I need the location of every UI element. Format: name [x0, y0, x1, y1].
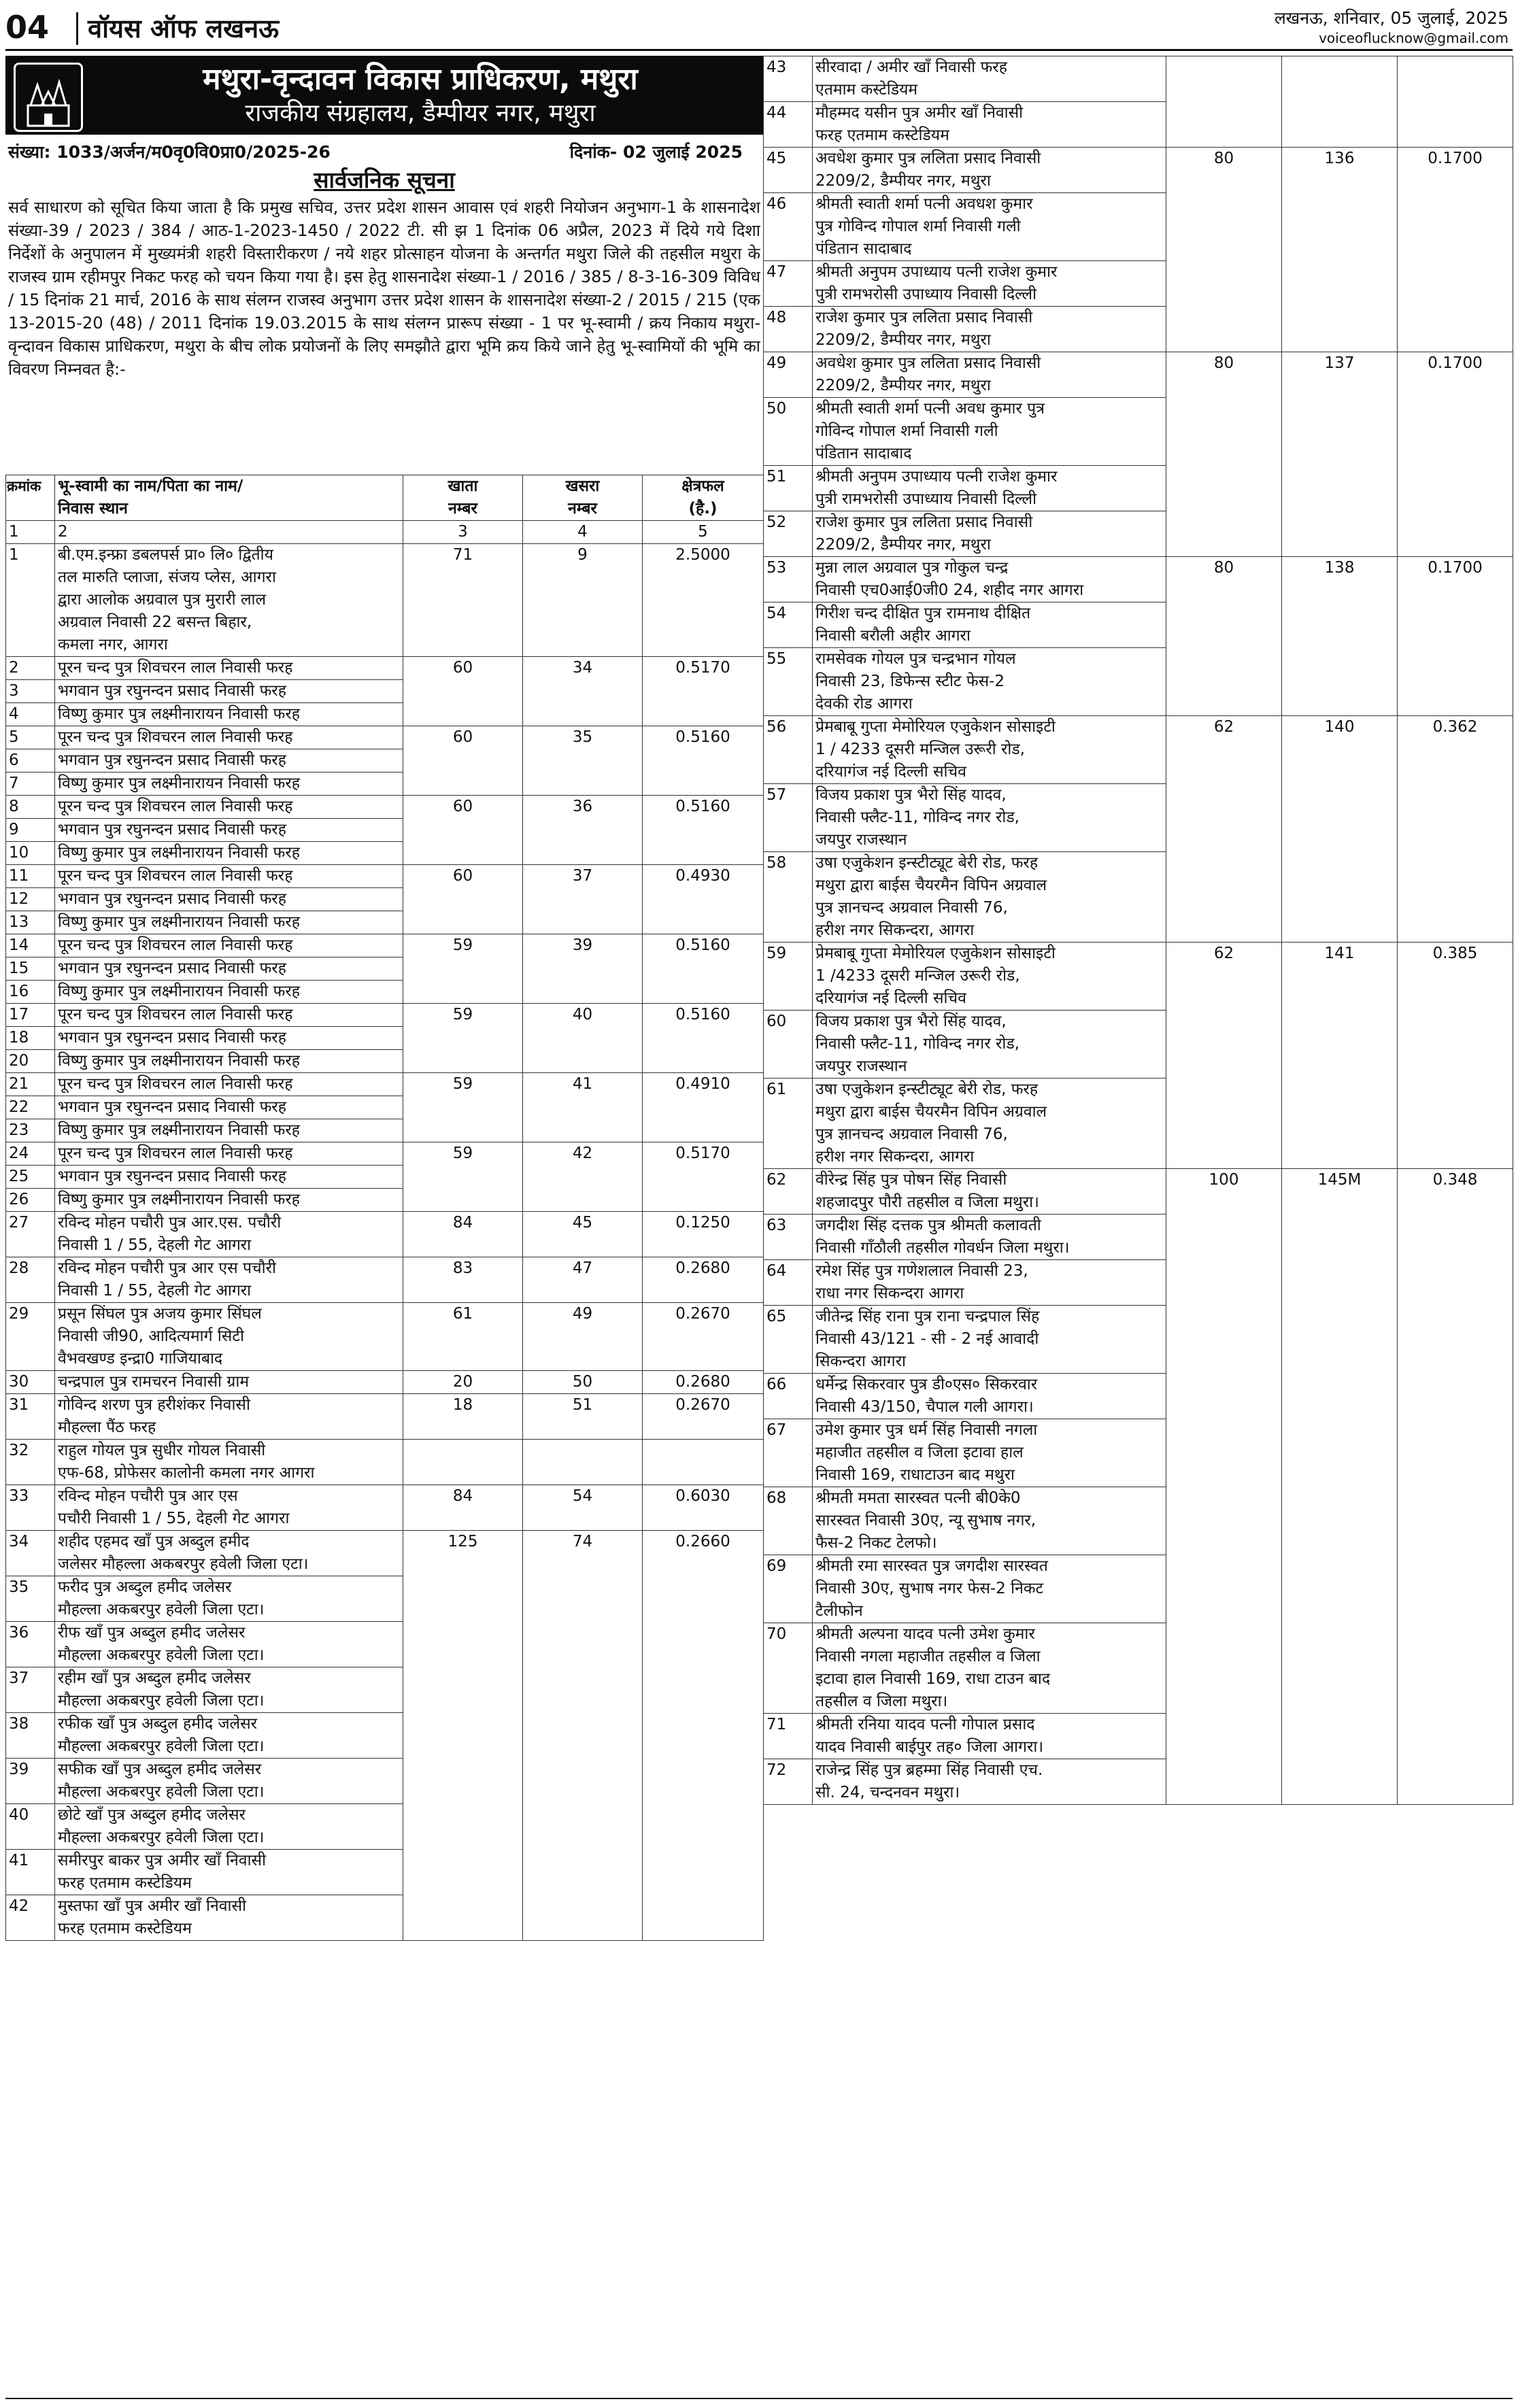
- area-cell: 0.2670: [643, 1303, 764, 1371]
- owner-cell: पूरन चन्द पुत्र शिवचरन लाल निवासी फरह: [55, 796, 403, 819]
- owner-cell: भगवान पुत्र रघुनन्दन प्रसाद निवासी फरह: [55, 888, 403, 911]
- table-row: [6, 1303, 764, 1371]
- serial-cell: 49: [764, 352, 813, 398]
- owner-cell: भगवान पुत्र रघुनन्दन प्रसाद निवासी फरह: [55, 1027, 403, 1050]
- serial-cell: 32: [6, 1440, 55, 1485]
- khata-cell: 62: [1166, 943, 1282, 1169]
- khata-cell: 60: [403, 865, 523, 934]
- left-column: [5, 56, 763, 1941]
- serial-cell: 45: [764, 148, 813, 193]
- owner-cell: श्रीमती स्वाती शर्मा पत्नी अवध कुमार पुत्र गोविन्द गोपाल शर्मा निवासी गली पंडितान सादाबाद: [813, 398, 1166, 466]
- serial-cell: 43: [764, 56, 813, 102]
- owner-cell: रमेश सिंह पुत्र गणेशलाल निवासी 23, राधा नगर सिकन्दरा आगरा: [813, 1260, 1166, 1306]
- owner-cell: रामसेवक गोयल पुत्र चन्द्रभान गोयल निवासी 23, डिफेन्स स्टीट फेस-2 देवकी रोड आगरा: [813, 648, 1166, 716]
- serial-cell: 24: [6, 1142, 55, 1166]
- owner-cell: गोविन्द शरण पुत्र हरीशंकर निवासी मौहल्ला पैंठ फरह: [55, 1394, 403, 1440]
- khasra-cell: 49: [523, 1303, 643, 1371]
- khasra-cell: 36: [523, 796, 643, 865]
- khasra-cell: 51: [523, 1394, 643, 1440]
- colnum-area: 5: [643, 521, 764, 544]
- owner-cell: उषा एजुकेशन इन्स्टीट्यूट बेरी रोड, फरह मथुरा द्वारा बाईस चैयरमैन विपिन अग्रवाल पुत्र ज्ञानचन्द अग्रवाल निवासी 76, हरीश नगर सिकन्दरा, आगरा: [813, 1079, 1166, 1169]
- table-row: [6, 1212, 764, 1257]
- area-cell: 0.5160: [643, 796, 764, 865]
- owner-cell: रहीम खाँ पुत्र अब्दुल हमीद जलेसर मौहल्ला अकबरपुर हवेली जिला एटा।: [55, 1667, 403, 1713]
- khasra-cell: 74: [523, 1531, 643, 1941]
- notice-body: सर्व साधारण को सूचित किया जाता है कि प्रमुख सचिव, उत्तर प्रदेश शासन आवास एवं शहरी नियोजन अनुभाग-1 के शासनादेश संख्या-39 / 2023 / 384 / आठ-1-2023-1450 / 2022 टी. सी झ 1 दिनांक 06 अप्रैल, 2023 में दिये गये दिशा निर्देशों के अनुपालन में मुख्यमंत्री शहरी विस्तारीकरण / नये शहर प्रोत्साहन योजना के अन्तर्गत मथुरा जिले की तहसील मथुरा के राजस्व ग्राम रहीमपुर निकट फरह को चयन किया गया है। इस हेतु शासनादेश संख्या-1 / 2016 / 385 / 8-3-16-309 विविध / 15 दिनांक 21 मार्च, 2016 के साथ संलग्न राजस्व अनुभाग उत्तर प्रदेश शासन के शासनादेश संख्या-2 / 2015 / 215 (एक 13-2015-20 (48) / 2011 दिनांक 19.03.2015 के साथ संलग्न प्रारूप संख्या - 1 पर भू-स्वामी / क्रय निकाय मथुरा-वृन्दावन विकास प्राधिकरण, मथुरा के बीच लोक प्रयोजनों के लिए समझौते द्वारा भूमि क्रय किये जाने हेतु भू-स्वामियों की भूमि का विवरण निम्नवत है:-: [8, 198, 760, 379]
- serial-cell: 46: [764, 193, 813, 261]
- khata-cell: 84: [403, 1485, 523, 1531]
- owner-cell: भगवान पुत्र रघुनन्दन प्रसाद निवासी फरह: [55, 680, 403, 703]
- serial-cell: 28: [6, 1257, 55, 1303]
- area-cell: 0.1250: [643, 1212, 764, 1257]
- serial-cell: 1: [6, 544, 55, 657]
- serial-cell: 15: [6, 957, 55, 981]
- owner-cell: मौहम्मद यसीन पुत्र अमीर खाँ निवासी फरह एतमाम कस्टेडियम: [813, 102, 1166, 148]
- serial-cell: 58: [764, 852, 813, 943]
- khata-cell: 62: [1166, 716, 1282, 943]
- khata-cell: 59: [403, 1142, 523, 1212]
- serial-cell: 37: [6, 1667, 55, 1713]
- table-row: [6, 1371, 764, 1394]
- serial-cell: 13: [6, 911, 55, 934]
- serial-cell: 7: [6, 773, 55, 796]
- serial-cell: 31: [6, 1394, 55, 1440]
- serial-cell: 26: [6, 1189, 55, 1212]
- serial-cell: 10: [6, 842, 55, 865]
- colnum-khata: 3: [403, 521, 523, 544]
- table-row: [6, 657, 764, 680]
- khata-cell: 84: [403, 1212, 523, 1257]
- area-cell: 0.1700: [1398, 148, 1513, 352]
- serial-cell: 30: [6, 1371, 55, 1394]
- khasra-cell: 140: [1282, 716, 1398, 943]
- owner-cell: मुस्तफा खाँ पुत्र अमीर खाँ निवासी फरह एतमाम कस्टेडियम: [55, 1895, 403, 1941]
- area-cell: 0.6030: [643, 1485, 764, 1531]
- reference-number: संख्या: 1033/अर्जन/म0वृ0वि0प्रा0/2025-26: [8, 142, 331, 162]
- notice-banner: [5, 56, 763, 135]
- khata-cell: 80: [1166, 352, 1282, 557]
- khata-cell: 71: [403, 544, 523, 657]
- area-cell: 0.5170: [643, 1142, 764, 1212]
- area-cell: 0.2670: [643, 1394, 764, 1440]
- owner-cell: विष्णु कुमार पुत्र लक्ष्मीनारायन निवासी फरह: [55, 703, 403, 726]
- khata-cell: [1166, 56, 1282, 148]
- owner-cell: पूरन चन्द पुत्र शिवचरन लाल निवासी फरह: [55, 657, 403, 680]
- serial-cell: 33: [6, 1485, 55, 1531]
- serial-cell: 17: [6, 1004, 55, 1027]
- owner-cell: प्रेमबाबू गुप्ता मेमोरियल एजुकेशन सोसाइटी 1 /4233 दूसरी मन्जिल उरूरी रोड, दरियागंज नई दिल्ली सचिव: [813, 943, 1166, 1011]
- serial-cell: 23: [6, 1119, 55, 1142]
- area-cell: 0.2680: [643, 1257, 764, 1303]
- khasra-cell: 138: [1282, 557, 1398, 716]
- khasra-cell: 54: [523, 1485, 643, 1531]
- khasra-cell: 47: [523, 1257, 643, 1303]
- header-serial: क्रमांक: [6, 475, 55, 521]
- owner-cell: उमेश कुमार पुत्र धर्म सिंह निवासी नगला महाजीत तहसील व जिला इटावा हाल निवासी 169, राधाटाउन बाद मथुरा: [813, 1419, 1166, 1487]
- khata-cell: [403, 1440, 523, 1485]
- serial-cell: 9: [6, 819, 55, 842]
- authority-logo-icon: [14, 63, 83, 132]
- owner-cell: राजेश कुमार पुत्र ललिता प्रसाद निवासी 2209/2, डैम्पीयर नगर, मथुरा: [813, 307, 1166, 352]
- owner-cell: विष्णु कुमार पुत्र लक्ष्मीनारायन निवासी फरह: [55, 842, 403, 865]
- owner-cell: भगवान पुत्र रघुनन्दन प्रसाद निवासी फरह: [55, 1096, 403, 1119]
- serial-cell: 56: [764, 716, 813, 784]
- serial-cell: 67: [764, 1419, 813, 1487]
- khata-cell: 60: [403, 796, 523, 865]
- table-row: [764, 352, 1513, 398]
- owner-cell: पूरन चन्द पुत्र शिवचरन लाल निवासी फरह: [55, 1073, 403, 1096]
- notice-title: सार्वजनिक सूचना: [314, 167, 455, 193]
- owner-cell: शहीद एहमद खाँ पुत्र अब्दुल हमीद जलेसर मौहल्ला अकबरपुर हवेली जिला एटा।: [55, 1531, 403, 1576]
- owner-cell: विष्णु कुमार पुत्र लक्ष्मीनारायन निवासी फरह: [55, 1050, 403, 1073]
- serial-cell: 8: [6, 796, 55, 819]
- owner-cell: विजय प्रकाश पुत्र भैरो सिंह यादव, निवासी फ्लैट-11, गोविन्द नगर रोड, जयपुर राजस्थान: [813, 1011, 1166, 1079]
- area-cell: 0.5160: [643, 934, 764, 1004]
- owner-cell: श्रीमती ममता सारस्वत पत्नी बी0के0 सारस्वत निवासी 30ए, न्यू सुभाष नगर, फैस-2 निकट टेलफो।: [813, 1487, 1166, 1555]
- owner-cell: राजेश कुमार पुत्र ललिता प्रसाद निवासी 2209/2, डैम्पीयर नगर, मथुरा: [813, 511, 1166, 557]
- area-cell: 0.4910: [643, 1073, 764, 1142]
- owner-cell: फरीद पुत्र अब्दुल हमीद जलेसर मौहल्ला अकबरपुर हवेली जिला एटा।: [55, 1576, 403, 1622]
- serial-cell: 69: [764, 1555, 813, 1623]
- header-area: क्षेत्रफल (है.): [643, 475, 764, 521]
- khata-cell: 83: [403, 1257, 523, 1303]
- area-cell: 0.4930: [643, 865, 764, 934]
- serial-cell: 59: [764, 943, 813, 1011]
- khata-cell: 125: [403, 1531, 523, 1941]
- table-row: [6, 1531, 764, 1576]
- table-row: [764, 943, 1513, 1011]
- serial-cell: 57: [764, 784, 813, 852]
- serial-cell: 22: [6, 1096, 55, 1119]
- serial-cell: 50: [764, 398, 813, 466]
- table-row: [6, 796, 764, 819]
- khata-cell: 59: [403, 1004, 523, 1073]
- owner-cell: विष्णु कुमार पुत्र लक्ष्मीनारायन निवासी फरह: [55, 911, 403, 934]
- khasra-cell: 42: [523, 1142, 643, 1212]
- khasra-cell: 41: [523, 1073, 643, 1142]
- serial-cell: 70: [764, 1623, 813, 1714]
- khasra-cell: 45: [523, 1212, 643, 1257]
- owner-cell: जीतेन्द्र सिंह राना पुत्र राना चन्द्रपाल सिंह निवासी 43/121 - सी - 2 नई आवादी सिकन्दरा आगरा: [813, 1306, 1166, 1374]
- table-row: [764, 1169, 1513, 1215]
- khata-cell: 60: [403, 657, 523, 726]
- header-owner: भू-स्वामी का नाम/पिता का नाम/ निवास स्थान: [55, 475, 403, 521]
- serial-cell: 4: [6, 703, 55, 726]
- right-column: [763, 56, 1513, 1805]
- owner-cell: श्रीमती रमा सारस्वत पुत्र जगदीश सारस्वत निवासी 30ए, सुभाष नगर फेस-2 निकट टैलीफोन: [813, 1555, 1166, 1623]
- table-header-row: [6, 475, 764, 521]
- khata-cell: 100: [1166, 1169, 1282, 1805]
- serial-cell: 40: [6, 1804, 55, 1850]
- serial-cell: 6: [6, 749, 55, 773]
- owner-cell: वीरेन्द्र सिंह पुत्र पोषन सिंह निवासी शहजादपुर पौरी तहसील व जिला मथुरा।: [813, 1169, 1166, 1215]
- serial-cell: 47: [764, 261, 813, 307]
- serial-cell: 68: [764, 1487, 813, 1555]
- owner-cell: विष्णु कुमार पुत्र लक्ष्मीनारायन निवासी फरह: [55, 1119, 403, 1142]
- serial-cell: 42: [6, 1895, 55, 1941]
- owner-cell: विजय प्रकाश पुत्र भैरो सिंह यादव, निवासी फ्लैट-11, गोविन्द नगर रोड, जयपुर राजस्थान: [813, 784, 1166, 852]
- colnum-khasra: 4: [523, 521, 643, 544]
- serial-cell: 3: [6, 680, 55, 703]
- khata-cell: 18: [403, 1394, 523, 1440]
- serial-cell: 27: [6, 1212, 55, 1257]
- owner-cell: भगवान पुत्र रघुनन्दन प्रसाद निवासी फरह: [55, 819, 403, 842]
- owner-cell: अवधेश कुमार पुत्र ललिता प्रसाद निवासी 2209/2, डैम्पीयर नगर, मथुरा: [813, 352, 1166, 398]
- serial-cell: 64: [764, 1260, 813, 1306]
- owner-cell: प्रेमबाबू गुप्ता मेमोरियल एजुकेशन सोसाइटी 1 / 4233 दूसरी मन्जिल उरूरी रोड, दरियागंज नई दिल्ली सचिव: [813, 716, 1166, 784]
- table-row: [6, 544, 764, 657]
- khasra-cell: 37: [523, 865, 643, 934]
- owner-cell: श्रीमती अनुपम उपाध्याय पत्नी राजेश कुमार पुत्री रामभरोसी उपाध्याय निवासी दिल्ली: [813, 261, 1166, 307]
- authority-name: मथुरा-वृन्दावन विकास प्राधिकरण, मथुरा: [203, 62, 638, 97]
- serial-cell: 63: [764, 1215, 813, 1260]
- khasra-cell: 40: [523, 1004, 643, 1073]
- khasra-cell: 35: [523, 726, 643, 796]
- serial-cell: 14: [6, 934, 55, 957]
- reference-line: [5, 135, 763, 165]
- area-cell: 0.362: [1398, 716, 1513, 943]
- header-khata: खाता नम्बर: [403, 475, 523, 521]
- serial-cell: 41: [6, 1850, 55, 1895]
- serial-cell: 52: [764, 511, 813, 557]
- khata-cell: 80: [1166, 148, 1282, 352]
- owner-cell: अवधेश कुमार पुत्र ललिता प्रसाद निवासी 2209/2, डैम्पीयर नगर, मथुरा: [813, 148, 1166, 193]
- table-row: [764, 716, 1513, 784]
- issue-date: लखनऊ, शनिवार, 05 जुलाई, 2025: [1274, 8, 1508, 28]
- khasra-cell: 136: [1282, 148, 1398, 352]
- serial-cell: 18: [6, 1027, 55, 1050]
- owner-cell: सफीक खाँ पुत्र अब्दुल हमीद जलेसर मौहल्ला अकबरपुर हवेली जिला एटा।: [55, 1759, 403, 1804]
- area-cell: 0.1700: [1398, 557, 1513, 716]
- owner-cell: बी.एम.इन्फ्रा डबलपर्स प्रा० लि० द्वितीय तल मारुति प्लाजा, संजय प्लेस, आगरा द्वारा आलोक अग्रवाल पुत्र मुरारी लाल अग्रवाल निवासी 22 बसन्त बिहार, कमला नगर, आगरा: [55, 544, 403, 657]
- owner-cell: जगदीश सिंह दत्तक पुत्र श्रीमती कलावती निवासी गाँठौली तहसील गोवर्धन जिला मथुरा।: [813, 1215, 1166, 1260]
- serial-cell: 2: [6, 657, 55, 680]
- owner-cell: राजेन्द्र सिंह पुत्र ब्रहम्मा सिंह निवासी एच. सी. 24, चन्दनवन मथुरा।: [813, 1759, 1166, 1805]
- owner-cell: राहुल गोयल पुत्र सुधीर गोयल निवासी एफ-68, प्रोफेसर कालोनी कमला नगर आगरा: [55, 1440, 403, 1485]
- page-number: 04: [5, 9, 50, 46]
- area-cell: 0.385: [1398, 943, 1513, 1169]
- khata-cell: 59: [403, 934, 523, 1004]
- notice-date: दिनांक- 02 जुलाई 2025: [569, 142, 743, 162]
- serial-cell: 44: [764, 102, 813, 148]
- serial-cell: 21: [6, 1073, 55, 1096]
- owner-cell: विष्णु कुमार पुत्र लक्ष्मीनारायन निवासी फरह: [55, 981, 403, 1004]
- khasra-cell: 39: [523, 934, 643, 1004]
- owner-cell: विष्णु कुमार पुत्र लक्ष्मीनारायन निवासी फरह: [55, 1189, 403, 1212]
- area-cell: [643, 1440, 764, 1485]
- area-cell: 0.2660: [643, 1531, 764, 1941]
- serial-cell: 53: [764, 557, 813, 603]
- column-number-row: [6, 521, 764, 544]
- publication-name: वॉयस ऑफ लखनऊ: [76, 12, 279, 45]
- owner-cell: विष्णु कुमार पुत्र लक्ष्मीनारायन निवासी फरह: [55, 773, 403, 796]
- owner-cell: छोटे खाँ पुत्र अब्दुल हमीद जलेसर मौहल्ला अकबरपुर हवेली जिला एटा।: [55, 1804, 403, 1850]
- owner-cell: समीरपुर बाकर पुत्र अमीर खाँ निवासी फरह एतमाम कस्टेडियम: [55, 1850, 403, 1895]
- owner-cell: रविन्द मोहन पचौरी पुत्र आर.एस. पचौरी निवासी 1 / 55, देहली गेट आगरा: [55, 1212, 403, 1257]
- serial-cell: 16: [6, 981, 55, 1004]
- serial-cell: 66: [764, 1374, 813, 1419]
- table-row: [6, 1394, 764, 1440]
- area-cell: 0.5160: [643, 726, 764, 796]
- owner-cell: प्रसून सिंघल पुत्र अजय कुमार सिंघल निवासी जी90, आदित्यमार्ग सिटी वैभवखण्ड इन्द्रा0 गाजियाबाद: [55, 1303, 403, 1371]
- owner-cell: धर्मेन्द्र सिकरवार पुत्र डी०एस० सिकरवार निवासी 43/150, चैपाल गली आगरा।: [813, 1374, 1166, 1419]
- serial-cell: 65: [764, 1306, 813, 1374]
- area-cell: 0.5170: [643, 657, 764, 726]
- khata-cell: 20: [403, 1371, 523, 1394]
- owner-cell: पूरन चन्द पुत्र शिवचरन लाल निवासी फरह: [55, 1004, 403, 1027]
- table-row: [764, 557, 1513, 603]
- serial-cell: 12: [6, 888, 55, 911]
- table-row: [6, 726, 764, 749]
- serial-cell: 11: [6, 865, 55, 888]
- khata-cell: 80: [1166, 557, 1282, 716]
- area-cell: 0.348: [1398, 1169, 1513, 1805]
- masthead: [5, 5, 1513, 51]
- owner-cell: पूरन चन्द पुत्र शिवचरन लाल निवासी फरह: [55, 865, 403, 888]
- khasra-cell: [523, 1440, 643, 1485]
- serial-cell: 48: [764, 307, 813, 352]
- owner-cell: उषा एजुकेशन इन्स्टीट्यूट बेरी रोड, फरह मथुरा द्वारा बाईस चैयरमैन विपिन अग्रवाल पुत्र ज्ञानचन्द अग्रवाल निवासी 76, हरीश नगर सिकन्दरा, आगरा: [813, 852, 1166, 943]
- owner-cell: रफीक खाँ पुत्र अब्दुल हमीद जलेसर मौहल्ला अकबरपुर हवेली जिला एटा।: [55, 1713, 403, 1759]
- serial-cell: 55: [764, 648, 813, 716]
- serial-cell: 71: [764, 1714, 813, 1759]
- table-row: [6, 934, 764, 957]
- owner-cell: भगवान पुत्र रघुनन्दन प्रसाद निवासी फरह: [55, 957, 403, 981]
- serial-cell: 36: [6, 1622, 55, 1667]
- owner-cell: चन्द्रपाल पुत्र रामचरन निवासी ग्राम: [55, 1371, 403, 1394]
- table-row: [6, 865, 764, 888]
- khasra-cell: 145M: [1282, 1169, 1398, 1805]
- serial-cell: 54: [764, 603, 813, 648]
- area-cell: [1398, 56, 1513, 148]
- khata-cell: 61: [403, 1303, 523, 1371]
- owner-cell: श्रीमती रनिया यादव पत्नी गोपाल प्रसाद यादव निवासी बाईपुर तह० जिला आगरा।: [813, 1714, 1166, 1759]
- serial-cell: 38: [6, 1713, 55, 1759]
- serial-cell: 61: [764, 1079, 813, 1169]
- colnum-serial: 1: [6, 521, 55, 544]
- serial-cell: 20: [6, 1050, 55, 1073]
- colnum-owner: 2: [55, 521, 403, 544]
- area-cell: 0.5160: [643, 1004, 764, 1073]
- owner-cell: गिरीश चन्द दीक्षित पुत्र रामनाथ दीक्षित निवासी बरौली अहीर आगरा: [813, 603, 1166, 648]
- publication-email: voiceoflucknow@gmail.com: [1319, 30, 1508, 46]
- area-cell: 2.5000: [643, 544, 764, 657]
- header-khasra: खसरा नम्बर: [523, 475, 643, 521]
- serial-cell: 62: [764, 1169, 813, 1215]
- owner-cell: सीरवादा / अमीर खाँ निवासी फरह एतमाम कस्टेडियम: [813, 56, 1166, 102]
- serial-cell: 35: [6, 1576, 55, 1622]
- table-row: [6, 1004, 764, 1027]
- table-row: [764, 56, 1513, 102]
- owner-cell: पूरन चन्द पुत्र शिवचरन लाल निवासी फरह: [55, 934, 403, 957]
- serial-cell: 34: [6, 1531, 55, 1576]
- owner-cell: पूरन चन्द पुत्र शिवचरन लाल निवासी फरह: [55, 726, 403, 749]
- khasra-cell: 50: [523, 1371, 643, 1394]
- owner-cell: भगवान पुत्र रघुनन्दन प्रसाद निवासी फरह: [55, 749, 403, 773]
- table-row: [6, 1440, 764, 1485]
- authority-address: राजकीय संग्रहालय, डैम्पीयर नगर, मथुरा: [245, 99, 596, 127]
- owner-cell: श्रीमती स्वाती शर्मा पत्नी अवधश कुमार पुत्र गोविन्द गोपाल शर्मा निवासी गली पंडितान सादाबाद: [813, 193, 1166, 261]
- table-row: [764, 148, 1513, 193]
- table-row: [6, 1257, 764, 1303]
- serial-cell: 5: [6, 726, 55, 749]
- serial-cell: 25: [6, 1166, 55, 1189]
- owner-cell: पूरन चन्द पुत्र शिवचरन लाल निवासी फरह: [55, 1142, 403, 1166]
- serial-cell: 51: [764, 466, 813, 511]
- khasra-cell: [1282, 56, 1398, 148]
- page-bottom-rule: [5, 2398, 1513, 2399]
- table-row: [6, 1142, 764, 1166]
- owner-cell: मुन्ना लाल अग्रवाल पुत्र गोकुल चन्द्र निवासी एच0आई0जी0 24, शहीद नगर आगरा: [813, 557, 1166, 603]
- owner-cell: श्रीमती अल्पना यादव पत्नी उमेश कुमार निवासी नगला महाजीत तहसील व जिला इटावा हाल निवासी 169, राधा टाउन बाद तहसील व जिला मथुरा।: [813, 1623, 1166, 1714]
- serial-cell: 29: [6, 1303, 55, 1371]
- owner-cell: रीफ खाँ पुत्र अब्दुल हमीद जलेसर मौहल्ला अकबरपुर हवेली जिला एटा।: [55, 1622, 403, 1667]
- owner-cell: रविन्द मोहन पचौरी पुत्र आर एस पचौरी निवासी 1 / 55, देहली गेट आगरा: [55, 1257, 403, 1303]
- table-row: [6, 1073, 764, 1096]
- khasra-cell: 9: [523, 544, 643, 657]
- khasra-cell: 34: [523, 657, 643, 726]
- khata-cell: 60: [403, 726, 523, 796]
- khasra-cell: 137: [1282, 352, 1398, 557]
- owner-cell: रविन्द मोहन पचौरी पुत्र आर एस पचौरी निवासी 1 / 55, देहली गेट आगरा: [55, 1485, 403, 1531]
- land-owner-table-right: [763, 56, 1513, 1805]
- khasra-cell: 141: [1282, 943, 1398, 1169]
- serial-cell: 72: [764, 1759, 813, 1805]
- area-cell: 0.2680: [643, 1371, 764, 1394]
- owner-cell: श्रीमती अनुपम उपाध्याय पत्नी राजेश कुमार पुत्री रामभरोसी उपाध्याय निवासी दिल्ली: [813, 466, 1166, 511]
- table-row: [6, 1485, 764, 1531]
- land-owner-table-left: [5, 475, 764, 1941]
- area-cell: 0.1700: [1398, 352, 1513, 557]
- owner-cell: भगवान पुत्र रघुनन्दन प्रसाद निवासी फरह: [55, 1166, 403, 1189]
- serial-cell: 39: [6, 1759, 55, 1804]
- serial-cell: 60: [764, 1011, 813, 1079]
- khata-cell: 59: [403, 1073, 523, 1142]
